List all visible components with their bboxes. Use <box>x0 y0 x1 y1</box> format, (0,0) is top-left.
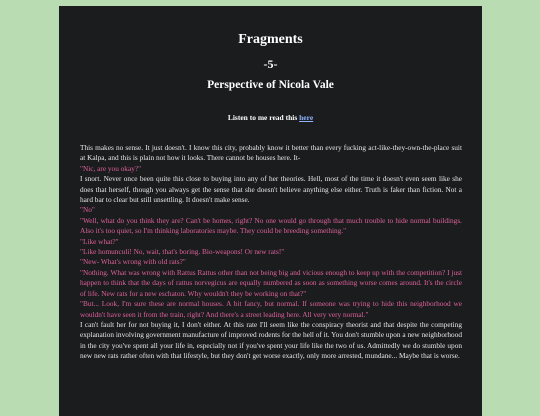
chapter-number: -5- <box>263 57 278 71</box>
narration-paragraph: I can't fault her for not buying it, I don't either. At this rate I'll seem like the conspiracy theorist and that despite the competing explanation involving government manufacture of improved rodents for the hell of it. You don't stumble upon a new neighborhood in the city you've spent all your life in, especially not if you've spent your life like the two of us. Admittedly we do stumble upon new new rats rather often with that lifestyle, but they don't get worse exactly, only more arrested, mundane... Maybe that is worse. <box>80 319 462 361</box>
dialogue-line: "But... Look, I'm sure these are normal houses. A bit fancy, but normal. If someone was trying to hide this neighborhood we wouldn't have seen it from the train, right? And there's a street leading here. All very very normal." <box>80 299 462 319</box>
audio-link[interactable]: here <box>299 113 314 122</box>
audio-prefix: Listen to me read this <box>227 113 300 122</box>
dialogue-line: "Nothing. What was wrong with Rattus Rattus other than not being big and vicious enough to keep up with the competition? I just happen to think that the days of rattus norvegicus are equally numbered as soon as something worse comes around. It's the circle of life. New rats for a new eschaton. Why wouldn't they be working on that?" <box>80 267 462 298</box>
story-title: Fragments <box>238 32 303 47</box>
audio-line <box>59 113 482 122</box>
dialogue-line: "Nic, are you okay?" <box>80 163 142 173</box>
dialogue-line: "Well, what do you think they are? Can't be homes, right? No one would go through that much trouble to hide normal buildings. Also it's too quiet, so I'm thinking laboratories maybe. They could be breeding something." <box>80 215 462 236</box>
narration-paragraph: I snort. Never once been quite this close to buying into any of her theories. Hell, most of the time it doesn't even seem like she does that herself, though you always get the sense that she doesn't believe anything else either. Truth is faker than fiction. Not a hard bar to clear but still unsettling. It doesn't make sense. <box>80 174 462 205</box>
chapter-subtitle: Perspective of Nicola Vale <box>207 79 334 91</box>
narration-paragraph: This makes no sense. It just doesn't. I know this city, probably know it better than every fucking act-like-they-own-the-place suit at Kalpa, and this is plain not how it looks. There cannot be houses here. It- <box>80 143 462 163</box>
dialogue-line: "Like what?" <box>80 236 119 246</box>
story-page <box>59 6 482 416</box>
dialogue-line: "New- What's wrong with old rats?" <box>80 257 186 267</box>
dialogue-line: "No" <box>80 205 95 215</box>
story-body <box>80 143 462 362</box>
dialogue-line: "Like homunculi! No, wait, that's boring. Bio-weapons! Or new rats!" <box>80 247 285 257</box>
